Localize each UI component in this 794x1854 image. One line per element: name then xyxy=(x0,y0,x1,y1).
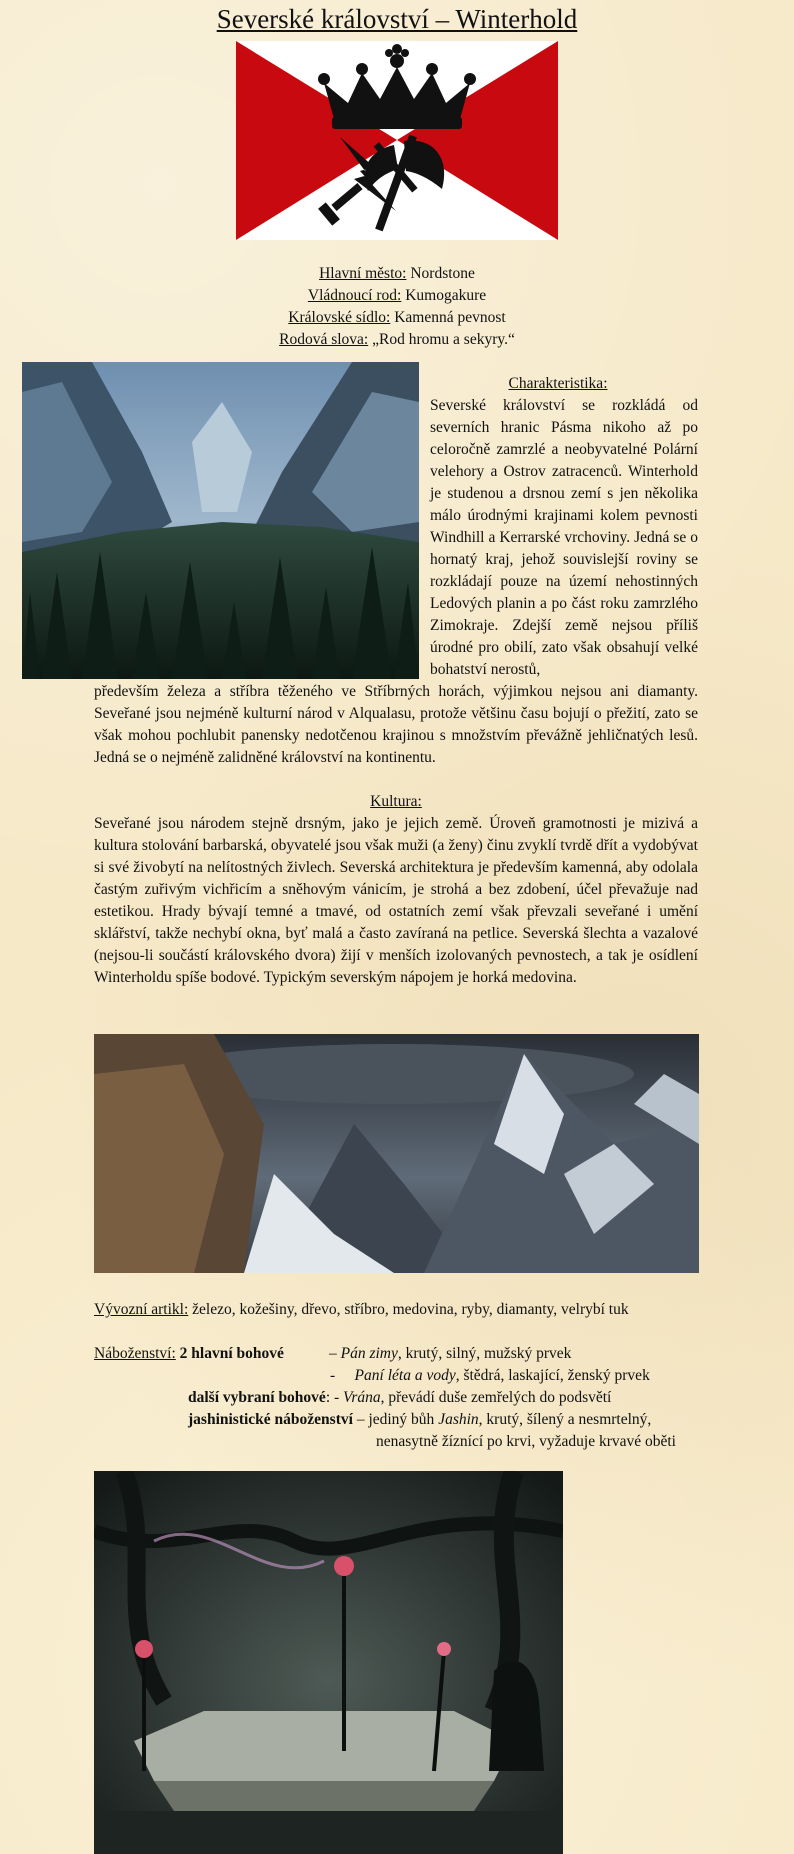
characteristics-heading: Charakteristika: xyxy=(508,375,608,392)
religion-label: Náboženství: 2 hlavní bohové xyxy=(94,1345,284,1362)
info-royal-seat: Královské sídlo: Kamenná pevnost xyxy=(288,309,506,326)
info-house-words: Rodová slova: „Rod hromu a sekyry.“ xyxy=(279,331,515,348)
culture-text: Seveřané jsou národem stejně drsným, jako je jejich země. Úroveň gramotnosti je mizivá a kultura stolování barbarská, obyvatelé jsou však muži (a ženy) činu zvyklí tvrdě dřít a vydobývat si své živobytí na nelítostných živlech. Severská architektura je především kamenná, aby odolala častým zuřivým vichřicím a sněhovým vánicím, je strohá a bez zdobení, účel převažuje nad estetikou. Hrady bývají temné a tmavé, od ostatních zemí však převzali seveřané i umění sklářství, takže nechybí okna, byť malá a často zavíraná na petlice. Severská šlechta a vazalové (nejsou-li součástí královského dvora) žijí v menších izolovaných pevnostech, a tak je osídlení Winterholdu spíše bodové. Typickým severským nápojem je horká medovina. xyxy=(94,815,698,986)
export-line: Vývozní artikl: železo, kožešiny, dřevo, stříbro, medovina, ryby, diamanty, velrybí tuk xyxy=(94,1301,629,1318)
snowy-peaks-image xyxy=(94,1034,699,1273)
page-title: Severské království – Winterhold xyxy=(216,4,578,34)
mountain-forest-image xyxy=(22,362,419,679)
religion-jashinism: jashinistické náboženství – jediný bůh Jashin, krutý, šílený a nesmrtelný, xyxy=(188,1411,652,1428)
ritual-altar-image xyxy=(94,1471,563,1854)
characteristics-text-full: především železa a stříbra těženého ve Stříbrných horách, výjimkou nejsou ani diamanty. Seveřané jsou nejméně kulturní národ v Alqualasu, protože většinu času bojují o přežití, zato se však mohou pochlubit panensky nedotčenou krajinou s množstvím převážně jehličnatých lesů. Jedná se o nejméně zalidněné království na kontinentu. xyxy=(94,683,698,766)
religion-other-gods: další vybraní bohové: - Vrána, převádí duše zemřelých do podsvětí xyxy=(188,1389,612,1406)
info-ruling-house: Vládnoucí rod: Kumogakure xyxy=(307,287,487,304)
culture-heading: Kultura: xyxy=(370,793,422,810)
characteristics-text-beside: Severské království se rozkládá od severních hranic Pásma nikoho až po celoročně zamrzlé a neobyvatelné Polární velehory a Ostrov zatracenců. Winterhold je studenou a drsnou zemí s jen několika málo úrodnými krajinami kolem pevnosti Windhill a Kerrarské vrchoviny. Jedná se o hornatý kraj, jehož souvislejší roviny se rozkládají pouze na území nehostinných Ledových planin a po část roku zamrzlého Zimokraje. Zdejší země nejsou příliš úrodné pro obilí, zato však obsahují velké bohatství nerostů, xyxy=(430,397,698,678)
religion-god-winter: – Pán zimy, krutý, silný, mužský prvek xyxy=(329,1345,572,1362)
religion-god-summer: - Paní léta a vody, štědrá, laskající, ženský prvek xyxy=(330,1367,650,1384)
religion-jashinism-cont: nenasytně žíznící po krvi, vyžaduje krvavé oběti xyxy=(376,1433,676,1450)
kingdom-info xyxy=(0,263,794,351)
coat-of-arms xyxy=(236,41,558,240)
info-capital: Hlavní město: Nordstone xyxy=(319,265,475,282)
